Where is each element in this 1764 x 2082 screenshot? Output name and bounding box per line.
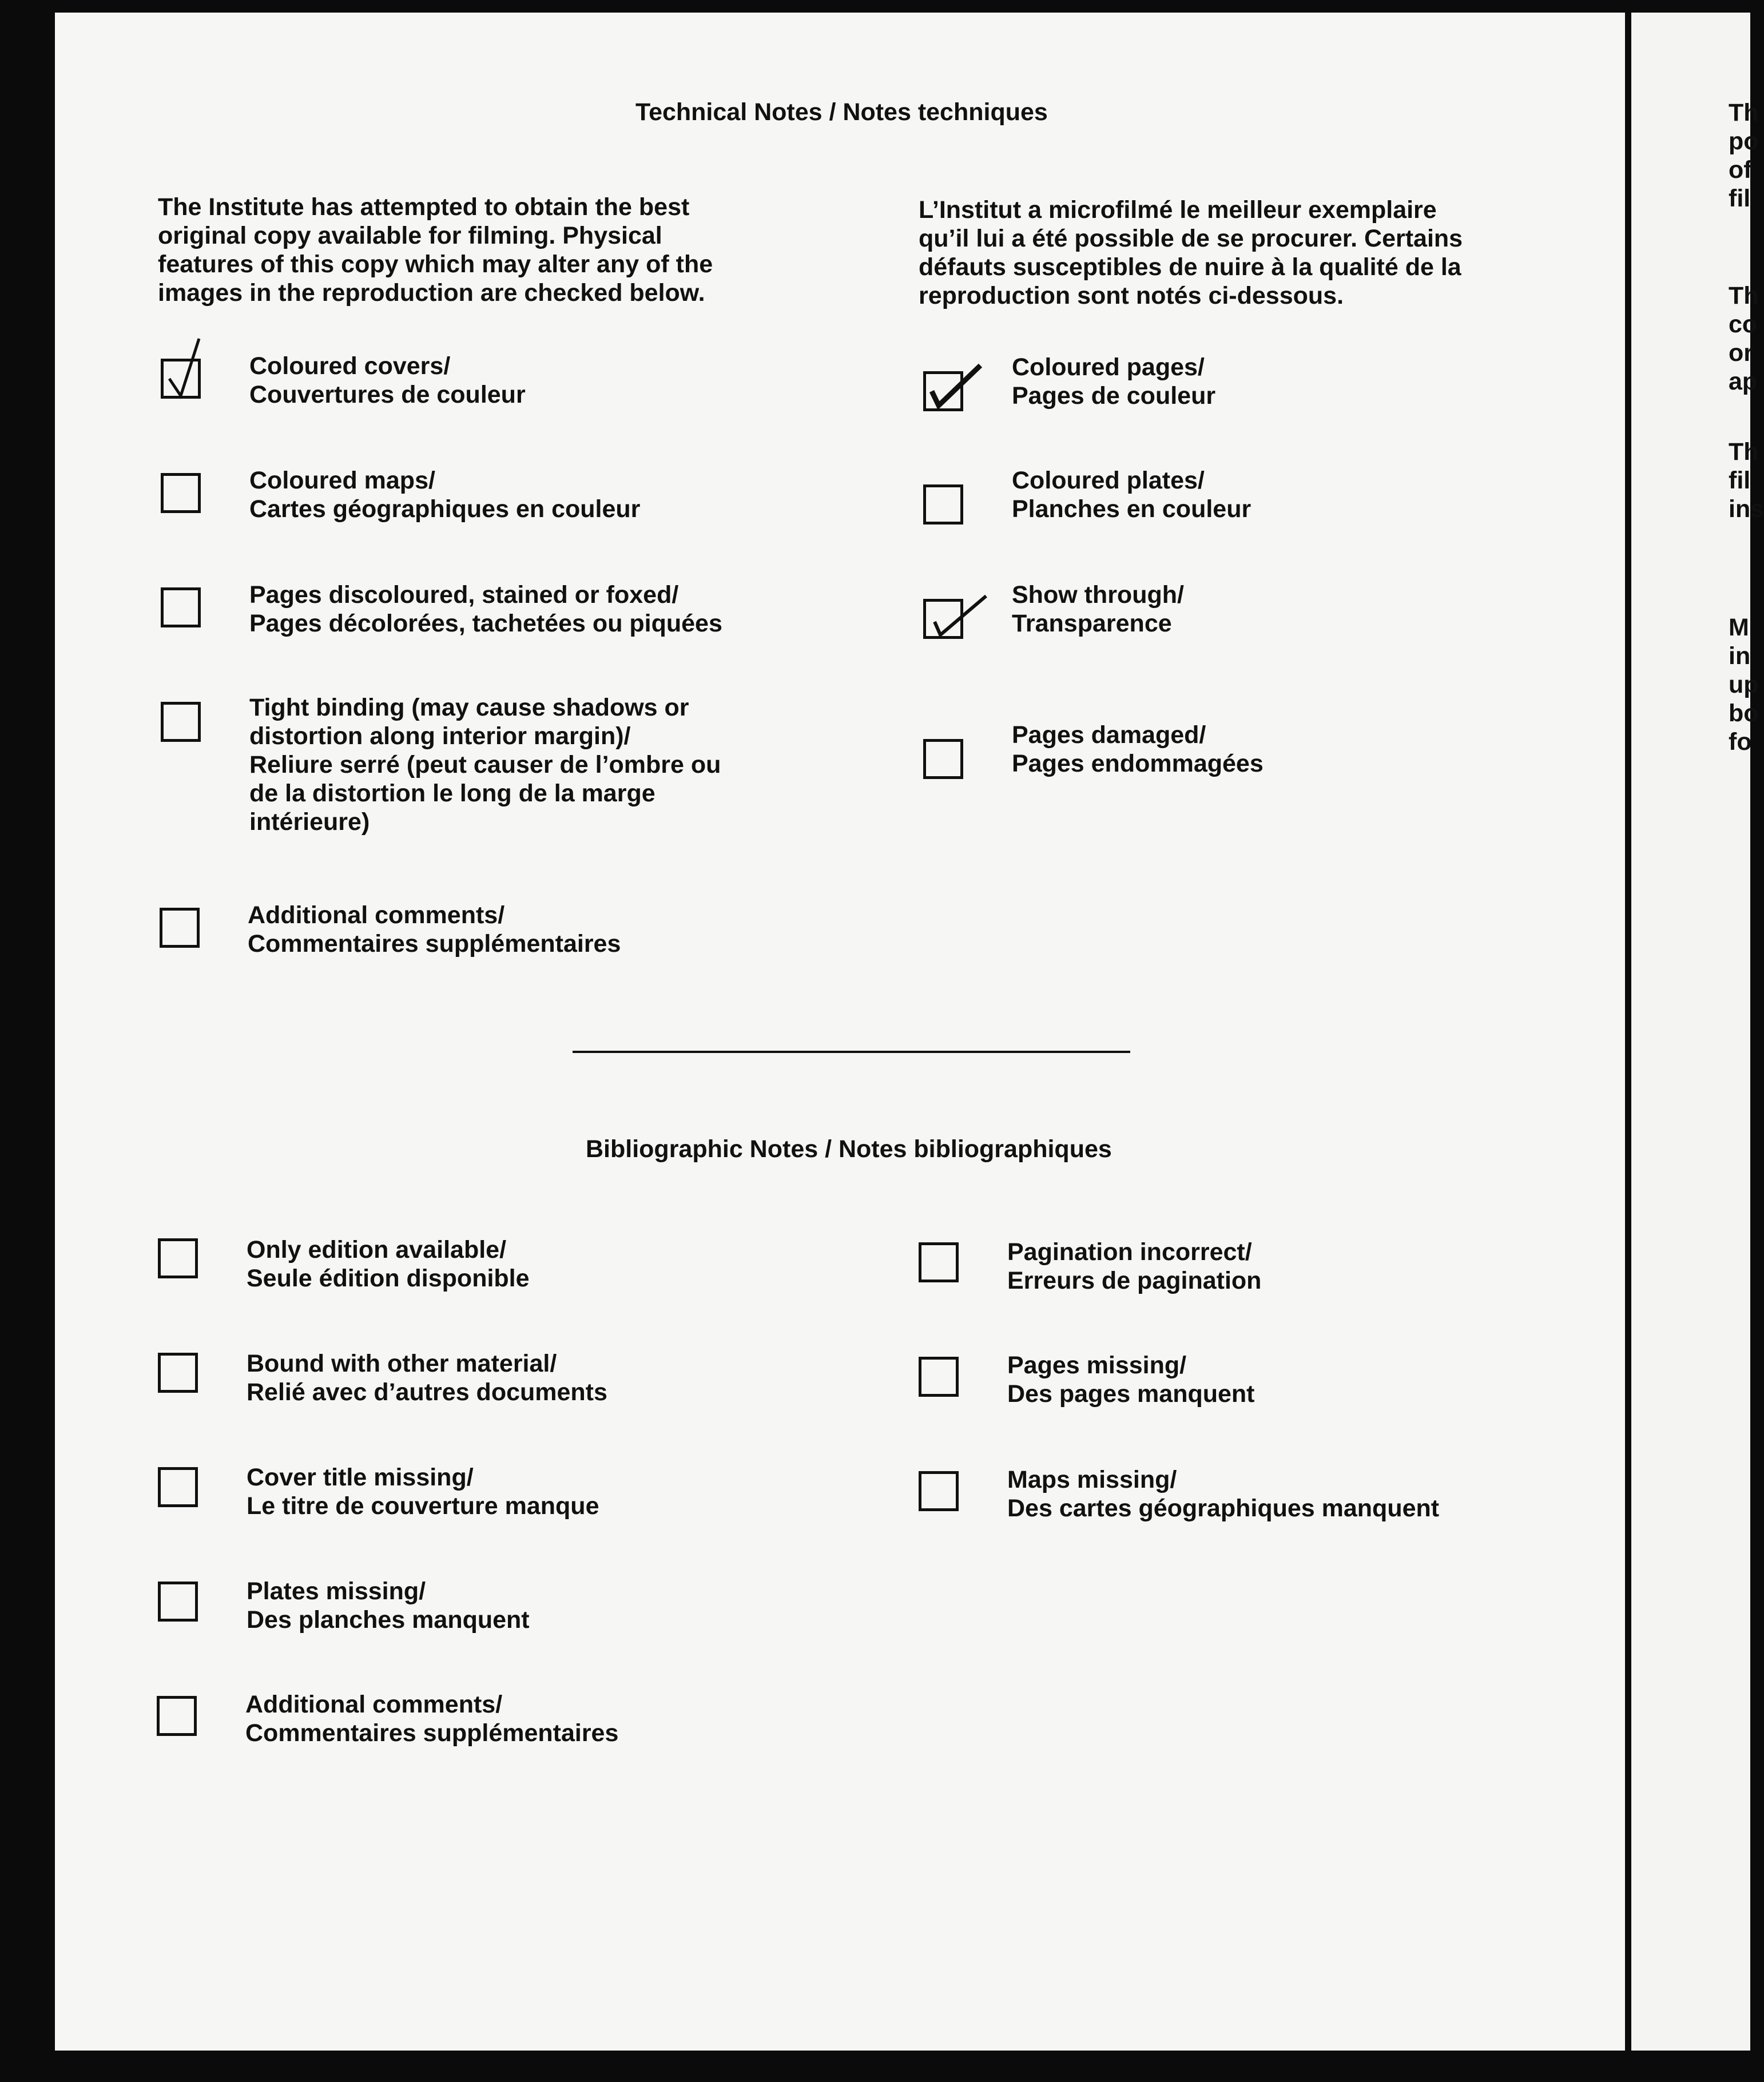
bound-with-checkbox[interactable] (158, 1353, 198, 1393)
additional-comments-bib-checkbox[interactable] (157, 1696, 197, 1736)
intro-french (919, 196, 1463, 310)
show-through-checkbox[interactable] (923, 599, 963, 639)
checkmark-icon (926, 374, 927, 375)
label-line: Show through/ (1012, 581, 1184, 609)
coloured-covers-label (249, 352, 526, 409)
label-line: Transparence (1012, 610, 1172, 637)
pages-discoloured-label (249, 581, 722, 638)
fragment-line: Th (1729, 99, 1759, 126)
fragment-line: co (1729, 311, 1758, 338)
only-edition-checkbox[interactable] (158, 1238, 198, 1278)
label-line: Coloured plates/ (1012, 467, 1205, 494)
fragment-line: fil (1729, 467, 1751, 494)
label-line: Cartes géographiques en couleur (249, 495, 641, 523)
pages-missing-label (1007, 1351, 1255, 1408)
coloured-covers-checkbox[interactable] (161, 359, 201, 399)
coloured-maps-label (249, 466, 640, 523)
label-line: Coloured pages/ (1012, 353, 1205, 381)
coloured-plates-label (1012, 466, 1251, 523)
technical-notes-heading: Technical Notes / Notes techniques (635, 98, 1048, 126)
label-line: Commentaires supplémentaires (245, 1719, 619, 1747)
pages-missing-checkbox[interactable] (919, 1357, 959, 1397)
label-line: intérieure) (249, 808, 370, 836)
label-line: Le titre de couverture manque (247, 1492, 599, 1520)
show-through-label (1012, 581, 1184, 638)
fragment-line: ins (1729, 495, 1764, 523)
label-line: Cover title missing/ (247, 1464, 474, 1491)
bound-with-label (247, 1349, 607, 1406)
additional-comments-label (248, 901, 621, 958)
plates-missing-checkbox[interactable] (158, 1582, 198, 1622)
section-divider (573, 1051, 1130, 1053)
fragment-line: po (1729, 128, 1759, 155)
label-line: Pages missing/ (1007, 1352, 1187, 1379)
plates-missing-label (247, 1577, 530, 1634)
coloured-maps-checkbox[interactable] (161, 473, 201, 513)
intro-french-line: défauts susceptibles de nuire à la qualité de la (919, 253, 1461, 281)
adjacent-page-edge (1631, 13, 1764, 2051)
label-line: Erreurs de pagination (1007, 1267, 1262, 1294)
fragment-line: ap (1729, 368, 1758, 395)
coloured-plates-checkbox[interactable] (923, 484, 963, 525)
pagination-incorrect-checkbox[interactable] (919, 1242, 959, 1282)
label-line: distortion along interior margin)/ (249, 722, 631, 750)
fragment-block (1729, 613, 1759, 756)
technical-notes-sheet (55, 13, 1625, 2051)
fragment-line: fo (1729, 728, 1752, 756)
label-line: Additional comments/ (248, 901, 505, 929)
label-line: Seule édition disponible (247, 1265, 530, 1292)
label-line: Pagination incorrect/ (1007, 1238, 1252, 1266)
bibliographic-notes-heading: Bibliographic Notes / Notes bibliographiques (586, 1135, 1112, 1163)
fragment-line: or (1729, 339, 1753, 367)
cover-title-missing-checkbox[interactable] (158, 1467, 198, 1507)
fragment-line: Th (1729, 438, 1759, 466)
label-line: Coloured maps/ (249, 467, 435, 494)
intro-french-line: L’Institut a microfilmé le meilleur exemplaire (919, 196, 1437, 224)
coloured-pages-checkbox[interactable] (923, 371, 963, 411)
label-line: Pages discoloured, stained or foxed/ (249, 581, 679, 609)
fragment-line: of (1729, 156, 1752, 184)
fragment-line: bo (1729, 700, 1759, 727)
fragment-block (1729, 438, 1764, 523)
intro-french-line: reproduction sont notés ci-dessous. (919, 282, 1344, 309)
fragment-line: M (1729, 614, 1749, 641)
label-line: Pages endommagées (1012, 750, 1264, 777)
pages-discoloured-checkbox[interactable] (161, 587, 201, 627)
label-line: Coloured covers/ (249, 352, 451, 380)
intro-english-line: features of this copy which may alter any of the (158, 251, 713, 278)
intro-english-line: original copy available for filming. Physical (158, 222, 662, 249)
label-line: Pages damaged/ (1012, 721, 1206, 749)
label-line: Planches en couleur (1012, 495, 1252, 523)
additional-comments-checkbox[interactable] (160, 908, 200, 948)
tight-binding-label (249, 693, 721, 836)
pages-damaged-checkbox[interactable] (923, 739, 963, 779)
label-line: Des cartes géographiques manquent (1007, 1495, 1440, 1522)
label-line: Des planches manquent (247, 1606, 530, 1634)
fragment-line: fil (1729, 185, 1751, 212)
label-line: de la distortion le long de la marge (249, 780, 655, 807)
additional-comments-bib-label (245, 1690, 618, 1747)
label-line: Maps missing/ (1007, 1466, 1177, 1493)
label-line: Des pages manquent (1007, 1380, 1255, 1408)
tight-binding-checkbox[interactable] (161, 702, 201, 742)
intro-french-line: qu’il lui a été possible de se procurer. Certains (919, 225, 1463, 252)
label-line: Pages de couleur (1012, 382, 1216, 410)
intro-english-line: images in the reproduction are checked below. (158, 279, 705, 307)
label-line: Bound with other material/ (247, 1350, 557, 1377)
pagination-incorrect-label (1007, 1238, 1261, 1295)
fragment-line: in (1729, 642, 1751, 670)
fragment-line: up (1729, 671, 1759, 698)
label-line: Additional comments/ (245, 1691, 503, 1718)
fragment-block (1729, 281, 1759, 396)
fragment-line: Th (1729, 282, 1759, 309)
label-line: Commentaires supplémentaires (248, 930, 621, 957)
maps-missing-checkbox[interactable] (919, 1471, 959, 1511)
intro-english (158, 193, 713, 307)
label-line: Reliure serré (peut causer de l’ombre ou (249, 751, 721, 778)
label-line: Tight binding (may cause shadows or (249, 694, 689, 721)
label-line: Couvertures de couleur (249, 381, 526, 408)
label-line: Only edition available/ (247, 1236, 507, 1263)
label-line: Plates missing/ (247, 1578, 426, 1605)
intro-english-line: The Institute has attempted to obtain the best (158, 193, 690, 221)
fragment-block (1729, 98, 1759, 213)
label-line: Pages décolorées, tachetées ou piquées (249, 610, 722, 637)
pages-damaged-label (1012, 721, 1264, 778)
only-edition-label (247, 1235, 530, 1293)
label-line: Relié avec d’autres documents (247, 1378, 607, 1406)
maps-missing-label (1007, 1465, 1439, 1523)
coloured-pages-label (1012, 353, 1215, 410)
cover-title-missing-label (247, 1463, 599, 1520)
